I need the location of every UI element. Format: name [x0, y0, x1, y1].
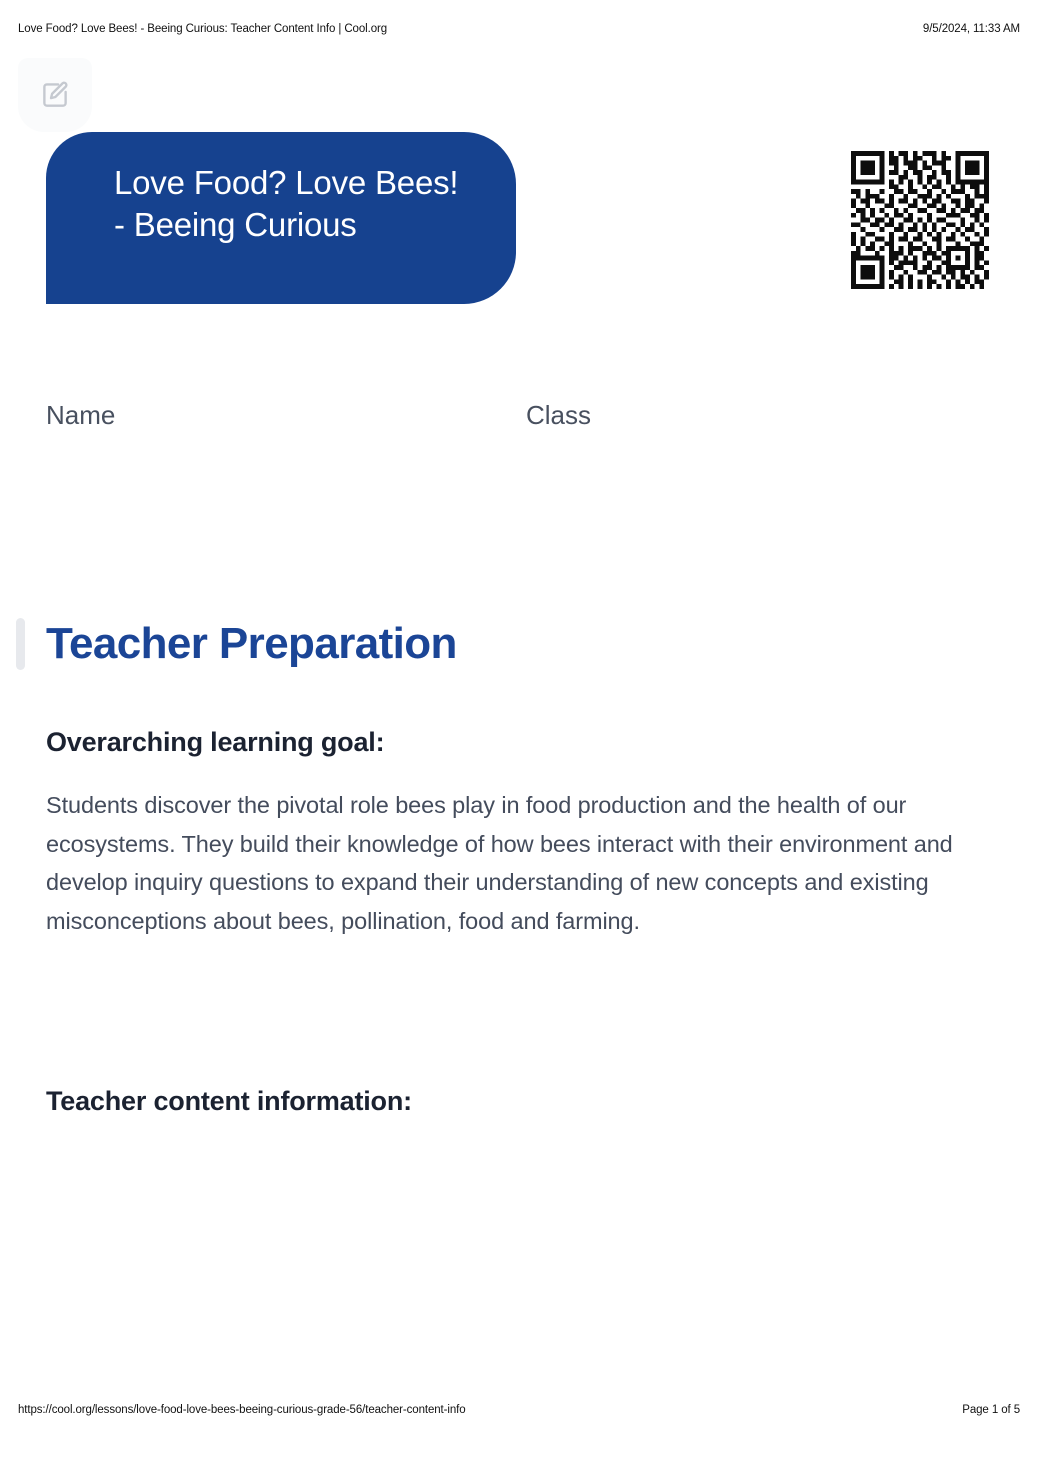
class-label: Class: [526, 400, 592, 430]
edit-icon-card[interactable]: [18, 58, 92, 132]
edit-square-icon[interactable]: [40, 80, 70, 110]
print-footer-page-number: Page 1 of 5: [962, 1404, 1020, 1416]
student-meta-row: [46, 400, 746, 431]
teacher-content-information-heading: Teacher content information:: [46, 1086, 412, 1116]
qr-code-svg: [851, 151, 989, 289]
print-footer: [0, 1401, 1038, 1419]
section-accent-bar: [16, 618, 25, 670]
overarching-learning-goal-body: Students discover the pivotal role bees play in food production and the health of our ecosystems. They build their knowledge of how bees interact with their environment and develop inquiry questions to expand their understanding of new concepts and existing misconceptions about bees, pollination, food and farming.: [46, 792, 953, 934]
print-footer-url: https://cool.org/lessons/love-food-love-bees-beeing-curious-grade-56/teacher-content-info: [18, 1404, 466, 1416]
print-header-date: 9/5/2024, 11:33 AM: [922, 23, 1020, 35]
name-label: Name: [46, 400, 116, 430]
print-header-title: Love Food? Love Bees! - Beeing Curious: Teacher Content Info | Cool.org: [18, 23, 388, 35]
overarching-learning-goal-heading: Overarching learning goal:: [46, 727, 385, 757]
page-title: Love Food? Love Bees! - Beeing Curious: [114, 164, 459, 244]
section-heading-teacher-preparation: [16, 618, 457, 670]
qr-code-icon[interactable]: [851, 151, 989, 289]
lesson-title-banner: [46, 132, 516, 304]
section-title: Teacher Preparation: [46, 619, 457, 668]
